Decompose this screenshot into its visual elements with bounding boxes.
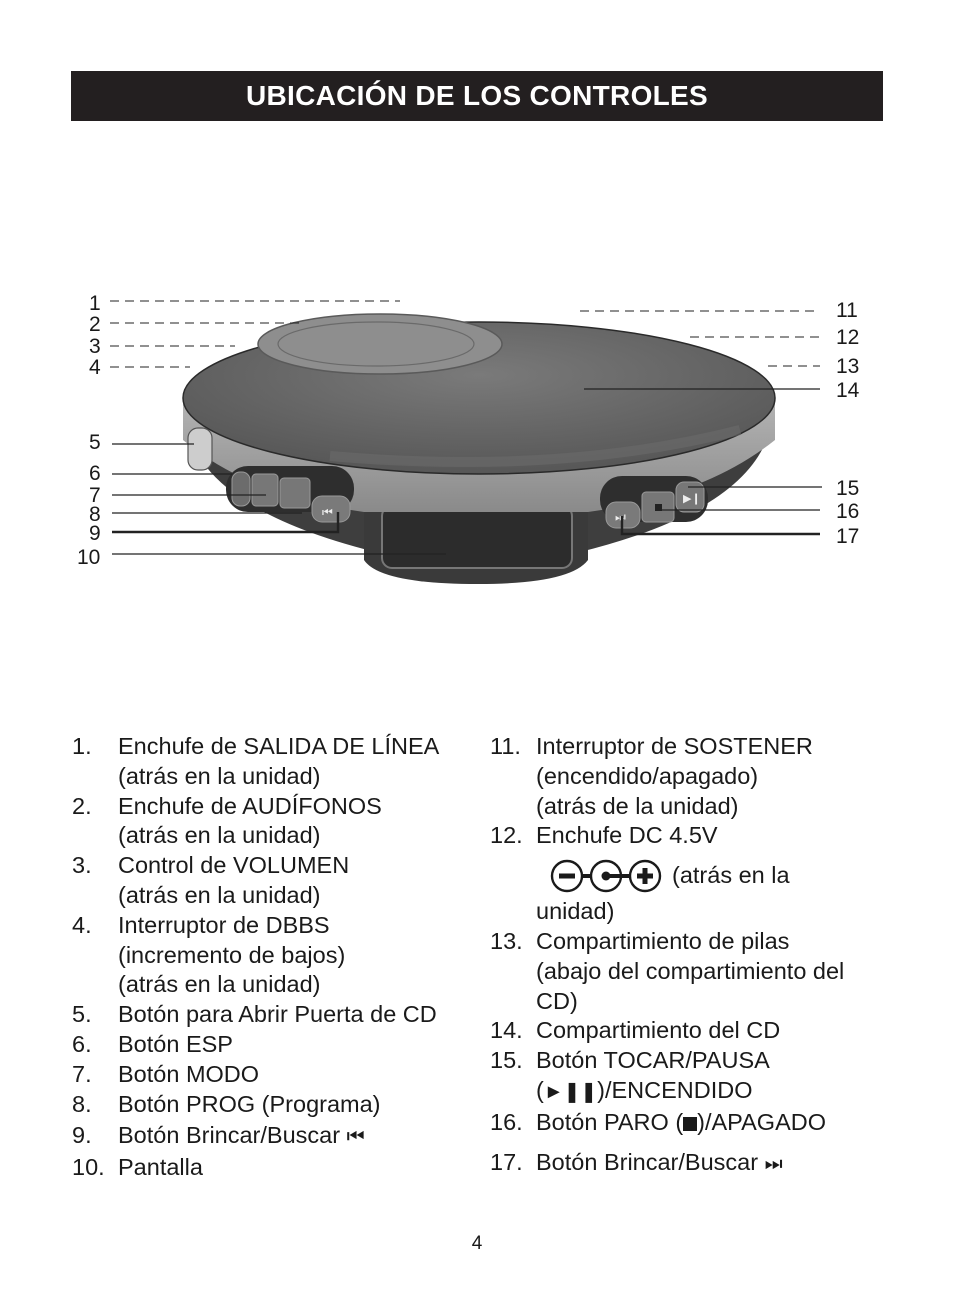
list-item: 17. Botón Brincar/Buscar ⏭ bbox=[490, 1148, 783, 1175]
dc-polarity-line: (atrás en la bbox=[550, 857, 890, 895]
list-item: 5. Botón para Abrir Puerta de CD bbox=[72, 1001, 437, 1028]
page-title: UBICACIÓN DE LOS CONTROLES bbox=[245, 80, 709, 111]
skip-forward-icon: ⏭ bbox=[615, 510, 626, 524]
list-item: 13. Compartimiento de pilas (abajo del compartimiento del CD) bbox=[490, 927, 845, 1014]
list-item: 10. Pantalla bbox=[72, 1154, 203, 1181]
list-item: 11. Interruptor de SOSTENER (encendido/apagado) (atrás de la unidad) bbox=[490, 733, 813, 819]
callout-11: 11 bbox=[836, 299, 858, 322]
play-pause-icon: ►❚❚ bbox=[543, 1080, 598, 1103]
callout-13: 13 bbox=[836, 355, 860, 378]
lcd-display bbox=[382, 506, 572, 568]
callout-1: 1 bbox=[89, 292, 101, 315]
list-item: 4. Interruptor de DBBS (incremento de bajos) (atrás en la unidad) bbox=[72, 911, 346, 998]
callout-12: 12 bbox=[836, 326, 860, 349]
callout-6: 6 bbox=[89, 462, 101, 485]
list-item: 9. Botón Brincar/Buscar ⏮ bbox=[72, 1122, 365, 1149]
list-item: 16. Botón PARO ( )/APAGADO bbox=[490, 1108, 826, 1135]
controls-list-right: 11. Interruptor de SOSTENER (encendido/apagado) (atrás de la unidad) 12. Enchufe DC 4.5V (atrás en la unidad) 13. Compartimiento de pilas (abajo del compartimiento del CD) 14. Compartimiento del CD 15. Botón TOCAR/PAUSA (►❚❚)/ENCENDIDO 16. Botón PARO ( )/APAGADO 17. Botón Brincar/Buscar ⏭ bbox=[490, 732, 890, 1179]
prog-button[interactable] bbox=[280, 478, 310, 508]
callout-3: 3 bbox=[89, 335, 101, 358]
page-number: 4 bbox=[471, 1233, 483, 1254]
callout-9: 9 bbox=[89, 522, 101, 545]
section-header bbox=[71, 71, 883, 121]
list-item: 2. Enchufe de AUDÍFONOS (atrás en la unidad) bbox=[72, 792, 382, 849]
list-item: 8. Botón PROG (Programa) bbox=[72, 1090, 381, 1117]
esp-button[interactable] bbox=[232, 472, 250, 506]
callout-4: 4 bbox=[89, 356, 101, 379]
callout-15: 15 bbox=[836, 477, 860, 500]
cd-player-diagram bbox=[0, 280, 954, 600]
play-pause-icon: ▶❙ bbox=[683, 493, 701, 505]
stop-icon bbox=[683, 1117, 697, 1131]
callout-14: 14 bbox=[836, 379, 860, 402]
list-item: 15. Botón TOCAR/PAUSA (►❚❚)/ENCENDIDO bbox=[490, 1047, 770, 1103]
list-item: 1. Enchufe de SALIDA DE LÍNEA (atrás en la unidad) bbox=[72, 733, 440, 789]
callout-7: 7 bbox=[89, 484, 101, 507]
list-item: 3. Control de VOLUMEN (atrás en la unidad) bbox=[72, 852, 350, 908]
list-item: 7. Botón MODO bbox=[72, 1060, 260, 1087]
skip-back-icon: ⏮ bbox=[322, 505, 333, 519]
callout-10: 10 bbox=[77, 546, 101, 569]
open-door-button[interactable] bbox=[188, 428, 212, 470]
controls-list-left bbox=[72, 732, 472, 1183]
dc-polarity-icon bbox=[550, 859, 662, 893]
list-item: 6. Botón ESP bbox=[72, 1030, 233, 1057]
callout-5: 5 bbox=[89, 431, 101, 454]
callout-17: 17 bbox=[836, 525, 860, 548]
callout-2: 2 bbox=[89, 313, 101, 336]
mode-button[interactable] bbox=[252, 474, 278, 506]
list-item: 14. Compartimiento del CD bbox=[490, 1017, 781, 1044]
skip-forward-icon: ⏭ bbox=[764, 1152, 783, 1175]
callout-8: 8 bbox=[89, 503, 101, 526]
skip-back-icon: ⏮ bbox=[346, 1126, 365, 1149]
list-item: 12. Enchufe DC 4.5V bbox=[490, 822, 718, 849]
callout-16: 16 bbox=[836, 500, 860, 523]
